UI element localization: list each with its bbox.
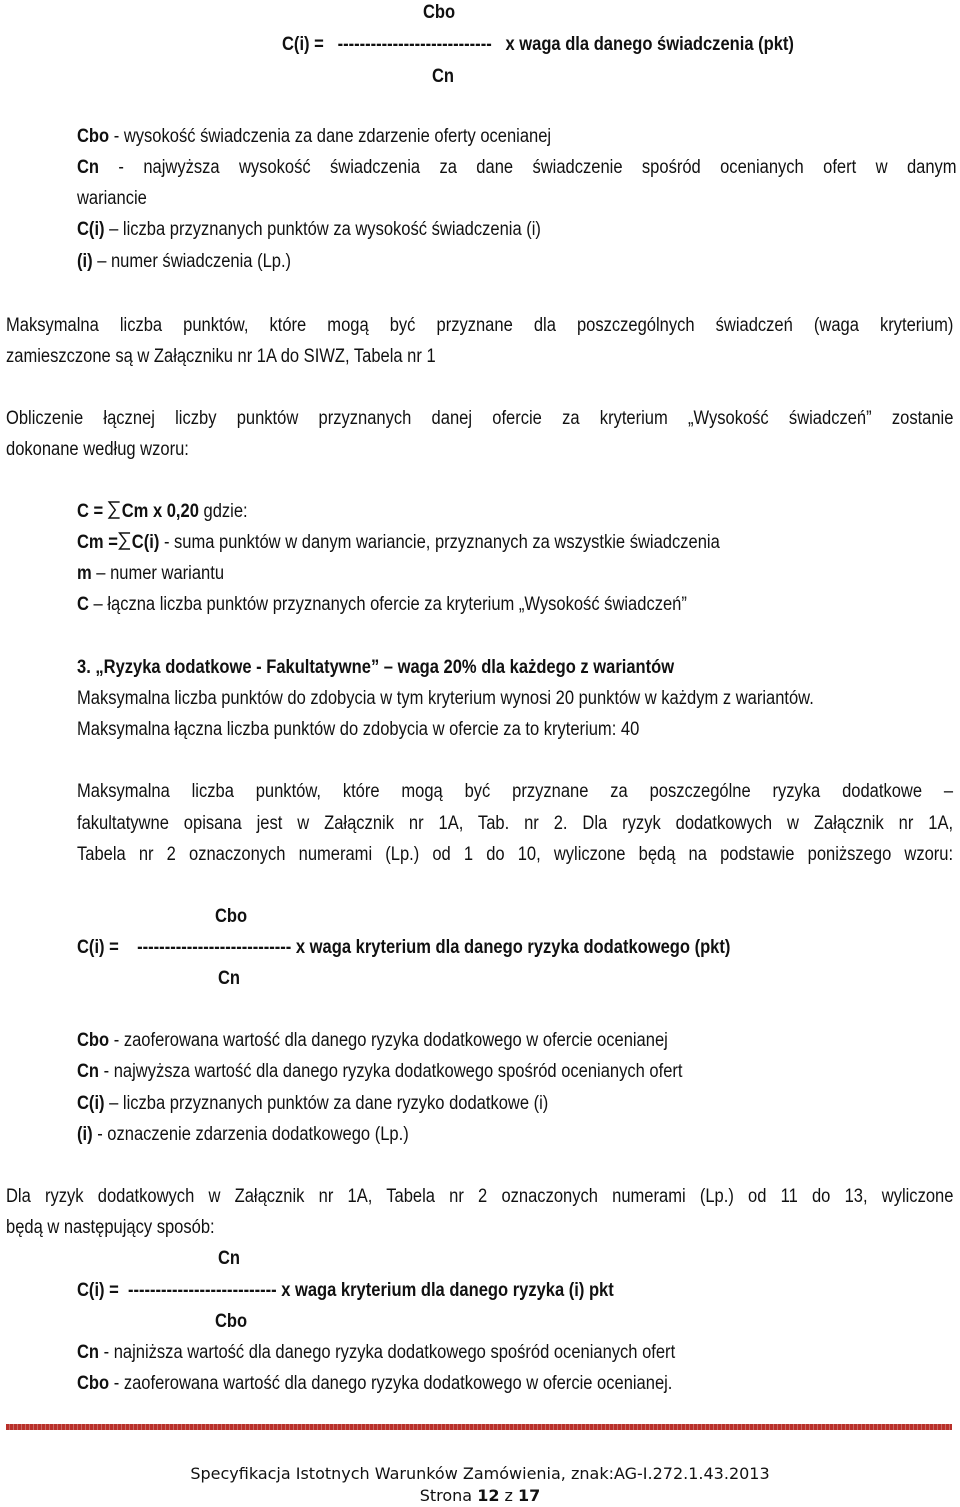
section3-para-line3: Tabela nr 2 oznaczonych numerami (Lp.) od 1 do 10, wyliczone będą na podstawie poniższego wzoru: <box>77 844 954 865</box>
formula4-numerator: Cn <box>218 1248 241 1269</box>
formula3-denominator: Cn <box>218 968 241 989</box>
para4-line2: będą w następujący sposób: <box>6 1217 215 1238</box>
formula1-numerator: Cbo <box>423 2 456 23</box>
def4-cn: Cn - najniższa wartość dla danego ryzyka dodatkowego spośród ocenianych ofert <box>77 1342 676 1363</box>
formula3-line: C(i) = ---------------------------- x waga kryterium dla danego ryzyka dodatkowego (pkt) <box>77 937 731 958</box>
formula1-dashes: ---------------------------- <box>337 34 492 55</box>
section3-line2: Maksymalna łączna liczba punktów do zdobycia w ofercie za to kryterium: 40 <box>77 719 640 740</box>
footer-page-number: Strona 12 z 17 <box>419 1486 541 1505</box>
section3-line1: Maksymalna liczba punktów do zdobycia w tym kryterium wynosi 20 punktów w każdym z wariantów. <box>77 688 814 709</box>
formula3-numerator: Cbo <box>215 906 248 927</box>
def4-cbo: Cbo - zaoferowana wartość dla danego ryzyka dodatkowego w ofercie ocenianej. <box>77 1373 673 1394</box>
para4-line1: Dla ryzyk dodatkowych w Załącznik nr 1A, Tabela nr 2 oznaczonych numerami (Lp.) od 11 do 13, wyliczone <box>6 1186 954 1207</box>
def1-cbo: Cbo - wysokość świadczenia za dane zdarzenie oferty ocenianej <box>77 126 552 147</box>
formula2-line1: C = Cm x 0,20 gdzie: <box>77 501 248 522</box>
def1-cn: Cn - najwyższa wysokość świadczenia za dane świadczenie spośród ocenianych ofert w danym <box>77 157 957 178</box>
formula1-rhs: x waga dla danego świadczenia (pkt) <box>505 34 794 55</box>
section3-heading: 3. „Ryzyka dodatkowe - Fakultatywne” – waga 20% dla każdego z wariantów <box>77 657 675 678</box>
formula1-denominator: Cn <box>432 66 455 87</box>
para1-line2: zamieszczone są w Załączniku nr 1A do SIWZ, Tabela nr 1 <box>6 346 436 367</box>
def3-i: (i) - oznaczenie zdarzenia dodatkowego (Lp.) <box>77 1124 409 1145</box>
summation-icon <box>108 501 122 519</box>
para1-line1: Maksymalna liczba punktów, które mogą być przyznane dla poszczególnych świadczeń (waga kryterium) <box>6 315 954 336</box>
para2-line2: dokonane według wzoru: <box>6 439 189 460</box>
def1-cn-cont: wariancie <box>77 188 147 209</box>
section3-para-line1: Maksymalna liczba punktów, które mogą być przyznane za poszczególne ryzyka dodatkowe – <box>77 781 954 802</box>
footer-divider <box>6 1424 952 1430</box>
formula1-line <box>282 32 794 58</box>
formula2-line4: C – łączna liczba punktów przyznanych ofercie za kryterium „Wysokość świadczeń” <box>77 594 687 615</box>
formula4-line: C(i) = --------------------------- x waga kryterium dla danego ryzyka (i) pkt <box>77 1280 614 1301</box>
def3-ci: C(i) – liczba przyznanych punktów za dane ryzyko dodatkowe (i) <box>77 1093 549 1114</box>
summation-icon <box>118 532 132 550</box>
section3-para-line2: fakultatywne opisana jest w Załącznik nr 1A, Tab. nr 2. Dla ryzyk dodatkowych w Załącznik nr 1A, <box>77 813 954 834</box>
formula2-line2: Cm = C(i) - suma punktów w danym wariancie, przyznanych za wszystkie świadczenia <box>77 532 720 553</box>
formula1-lhs: C(i) = <box>282 34 324 55</box>
formula4-denominator: Cbo <box>215 1311 248 1332</box>
para2-line1: Obliczenie łącznej liczby punktów przyznanych danej ofercie za kryterium „Wysokość świadczeń” zostanie <box>6 408 954 429</box>
def1-ci: C(i) – liczba przyznanych punktów za wysokość świadczenia (i) <box>77 219 541 240</box>
def3-cbo: Cbo - zaoferowana wartość dla danego ryzyka dodatkowego w ofercie ocenianej <box>77 1030 668 1051</box>
def3-cn: Cn - najwyższa wartość dla danego ryzyka dodatkowego spośród ocenianych ofert <box>77 1061 683 1082</box>
footer-title: Specyfikacja Istotnych Warunków Zamówienia, znak:AG-I.272.1.43.2013 <box>190 1464 770 1483</box>
formula2-line3: m – numer wariantu <box>77 563 225 584</box>
def1-i: (i) – numer świadczenia (Lp.) <box>77 251 292 272</box>
